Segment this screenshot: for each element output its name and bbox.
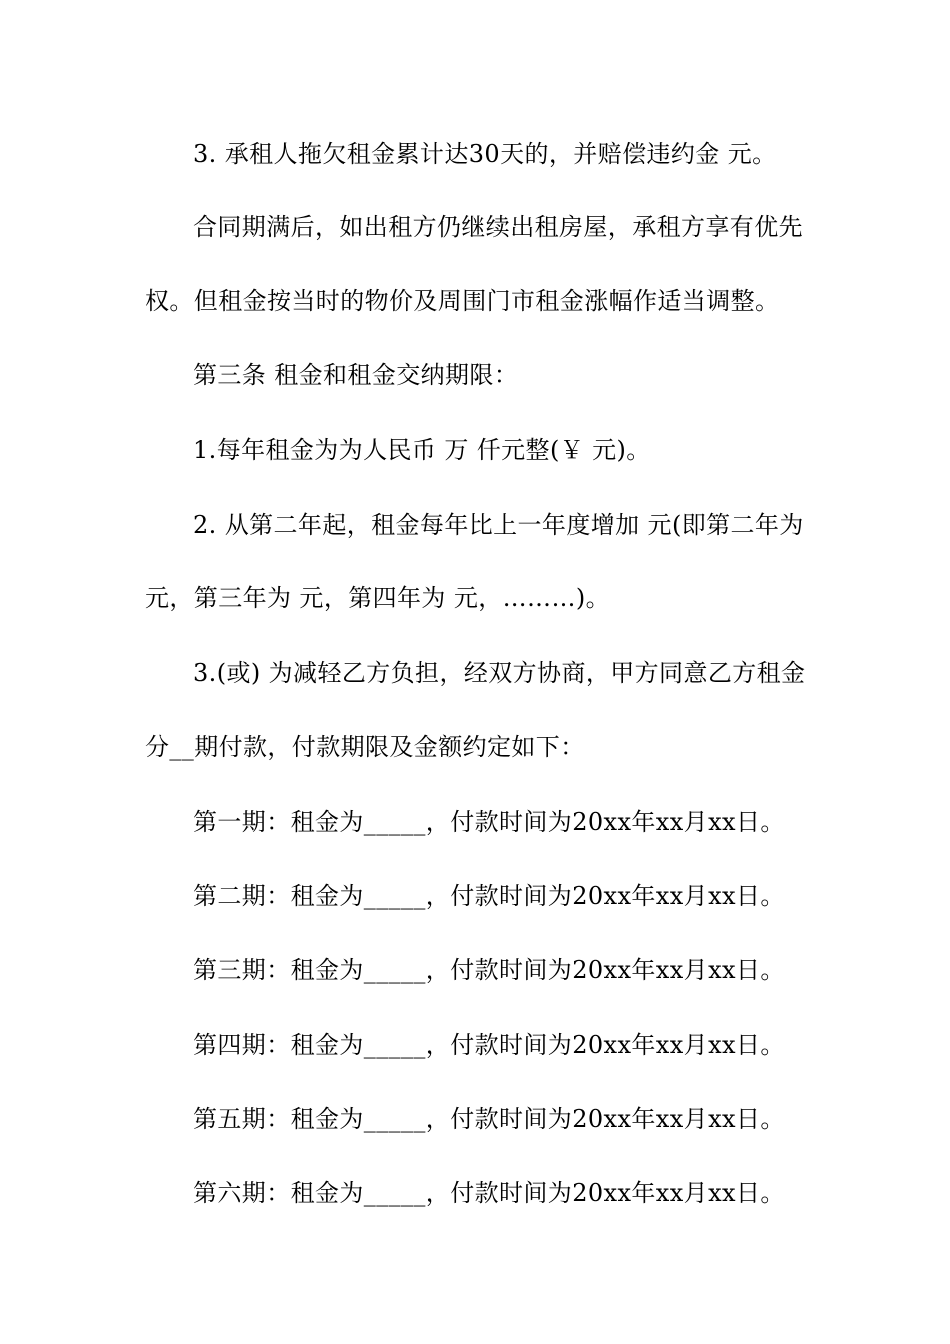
text-line: 3.(或) 为减轻乙方负担，经双方协商，甲方同意乙方租金	[193, 659, 806, 687]
payment-line: 第四期：租金为_____，付款时间为20xx年xx月xx日。	[193, 1031, 785, 1059]
payment-line: 第一期：租金为_____，付款时间为20xx年xx月xx日。	[193, 808, 785, 836]
text-line: 元，第三年为 元，第四年为 元，………)。	[145, 584, 611, 612]
text-line: 1.每年租金为为人民币 万 仟元整(￥ 元)。	[193, 436, 651, 464]
payment-line: 第六期：租金为_____，付款时间为20xx年xx月xx日。	[193, 1179, 785, 1207]
payment-line: 第二期：租金为_____，付款时间为20xx年xx月xx日。	[193, 882, 785, 910]
text-line: 合同期满后，如出租方仍继续出租房屋，承租方享有优先	[193, 213, 803, 241]
text-line: 3. 承租人拖欠租金累计达30天的，并赔偿违约金 元。	[193, 140, 777, 168]
section-heading: 第三条 租金和租金交纳期限：	[193, 361, 519, 389]
text-line: 权。但租金按当时的物价及周围门市租金涨幅作适当调整。	[145, 287, 780, 315]
payment-line: 第五期：租金为_____，付款时间为20xx年xx月xx日。	[193, 1105, 785, 1133]
text-line: 分__期付款，付款期限及金额约定如下：	[145, 733, 585, 761]
payment-line: 第三期：租金为_____，付款时间为20xx年xx月xx日。	[193, 956, 785, 984]
text-line: 2. 从第二年起，租金每年比上一年度增加 元(即第二年为	[193, 511, 804, 539]
